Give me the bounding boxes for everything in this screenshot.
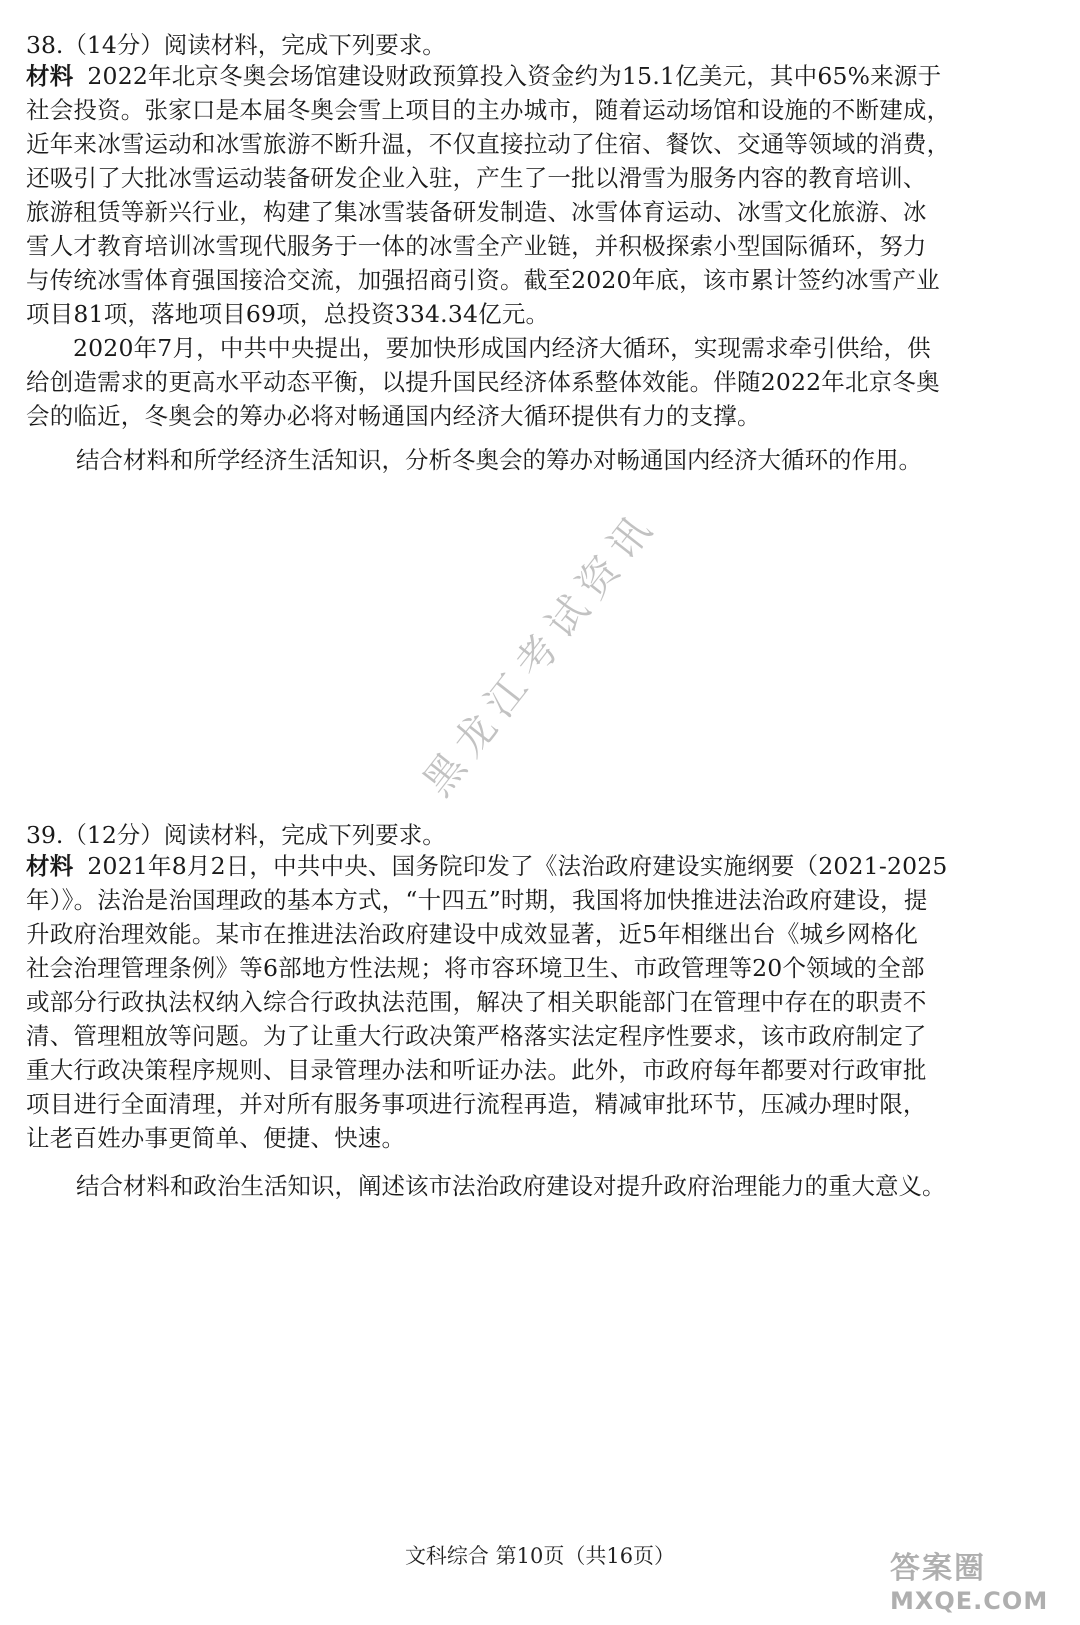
- question-38-material: [26, 61, 1056, 435]
- material-tag: 材料: [26, 62, 74, 90]
- page-footer: 文科综合 第10页（共16页）: [404, 1544, 676, 1568]
- logo-mark: 答案圈: [890, 1551, 986, 1586]
- paragraph-line: 2020年7月，中共中央提出，要加快形成国内经济大循环，实现需求牵引供给，供: [73, 334, 931, 362]
- watermark-text: 黑龙江考试资讯: [414, 500, 667, 805]
- question-38: [26, 30, 1056, 476]
- material-line: 年）》。法治是治国理政的基本方式，“十四五”时期，我国将加快推进法治政府建设，提: [26, 886, 928, 914]
- material-line: 与传统冰雪体育强国接洽交流，加强招商引资。截至2020年底，该市累计签约冰雪产业: [26, 266, 940, 294]
- question-39: [26, 820, 1056, 1202]
- material-line: 社会治理管理条例》等6部地方性法规；将市容环境卫生、市政管理等20个领域的全部: [26, 954, 925, 982]
- paragraph-line: 会的临近，冬奥会的筹办必将对畅通国内经济大循环提供有力的支撑。: [26, 402, 761, 430]
- material-line: [26, 851, 1056, 885]
- material-text: 2021年8月2日，中共中央、国务院印发了《法治政府建设实施纲要（2021-2025: [87, 852, 948, 880]
- material-line: 重大行政决策程序规则、目录管理办法和听证办法。此外，市政府每年都要对行政审批: [26, 1056, 927, 1084]
- material-line: 让老百姓办事更简单、便捷、快速。: [26, 1124, 406, 1152]
- material-line: 社会投资。张家口是本届冬奥会雪上项目的主办城市，随着运动场馆和设施的不断建成，: [26, 96, 951, 124]
- material-line: 旅游租赁等新兴行业，构建了集冰雪装备研发制造、冰雪体育运动、冰雪文化旅游、冰: [26, 198, 927, 226]
- question-38-heading: 38.（14分）阅读材料，完成下列要求。: [26, 31, 446, 59]
- material-line: 雪人才教育培训冰雪现代服务于一体的冰雪全产业链，并积极探索小型国际循环，努力: [26, 232, 927, 260]
- corner-logo: [890, 1543, 1060, 1613]
- material-line: [26, 61, 1056, 95]
- question-39-task: 结合材料和政治生活知识，阐述该市法治政府建设对提升政府治理能力的重大意义。: [76, 1172, 946, 1200]
- material-line: 项目81项，落地项目69项，总投资334.34亿元。: [26, 300, 550, 328]
- material-text: 2022年北京冬奥会场馆建设财政预算投入资金约为15.1亿美元，其中65%来源于: [87, 62, 942, 90]
- material-line: 或部分行政执法权纳入综合行政执法范围，解决了相关职能部门在管理中存在的职责不: [26, 988, 927, 1016]
- material-line: 升政府治理效能。某市在推进法治政府建设中成效显著，近5年相继出台《城乡网格化: [26, 920, 919, 948]
- logo-site: MXQE.COM: [890, 1587, 1049, 1615]
- question-39-material: [26, 851, 1056, 1157]
- paragraph-line: 给创造需求的更高水平动态平衡，以提升国民经济体系整体效能。伴随2022年北京冬奥: [26, 368, 940, 396]
- material-line: 还吸引了大批冰雪运动装备研发企业入驻，产生了一批以滑雪为服务内容的教育培训、: [26, 164, 927, 192]
- material-tag: 材料: [26, 852, 74, 880]
- material-line: 清、管理粗放等问题。为了让重大行政决策严格落实法定程序性要求，该市政府制定了: [26, 1022, 927, 1050]
- material-line: 近年来冰雪运动和冰雪旅游不断升温，不仅直接拉动了住宿、餐饮、交通等领域的消费，: [26, 130, 951, 158]
- question-39-heading: 39.（12分）阅读材料，完成下列要求。: [26, 821, 446, 849]
- question-38-task: 结合材料和所学经济生活知识，分析冬奥会的筹办对畅通国内经济大循环的作用。: [76, 446, 922, 474]
- material-line: 项目进行全面清理，并对所有服务事项进行流程再造，精减审批环节，压减办理时限，: [26, 1090, 927, 1118]
